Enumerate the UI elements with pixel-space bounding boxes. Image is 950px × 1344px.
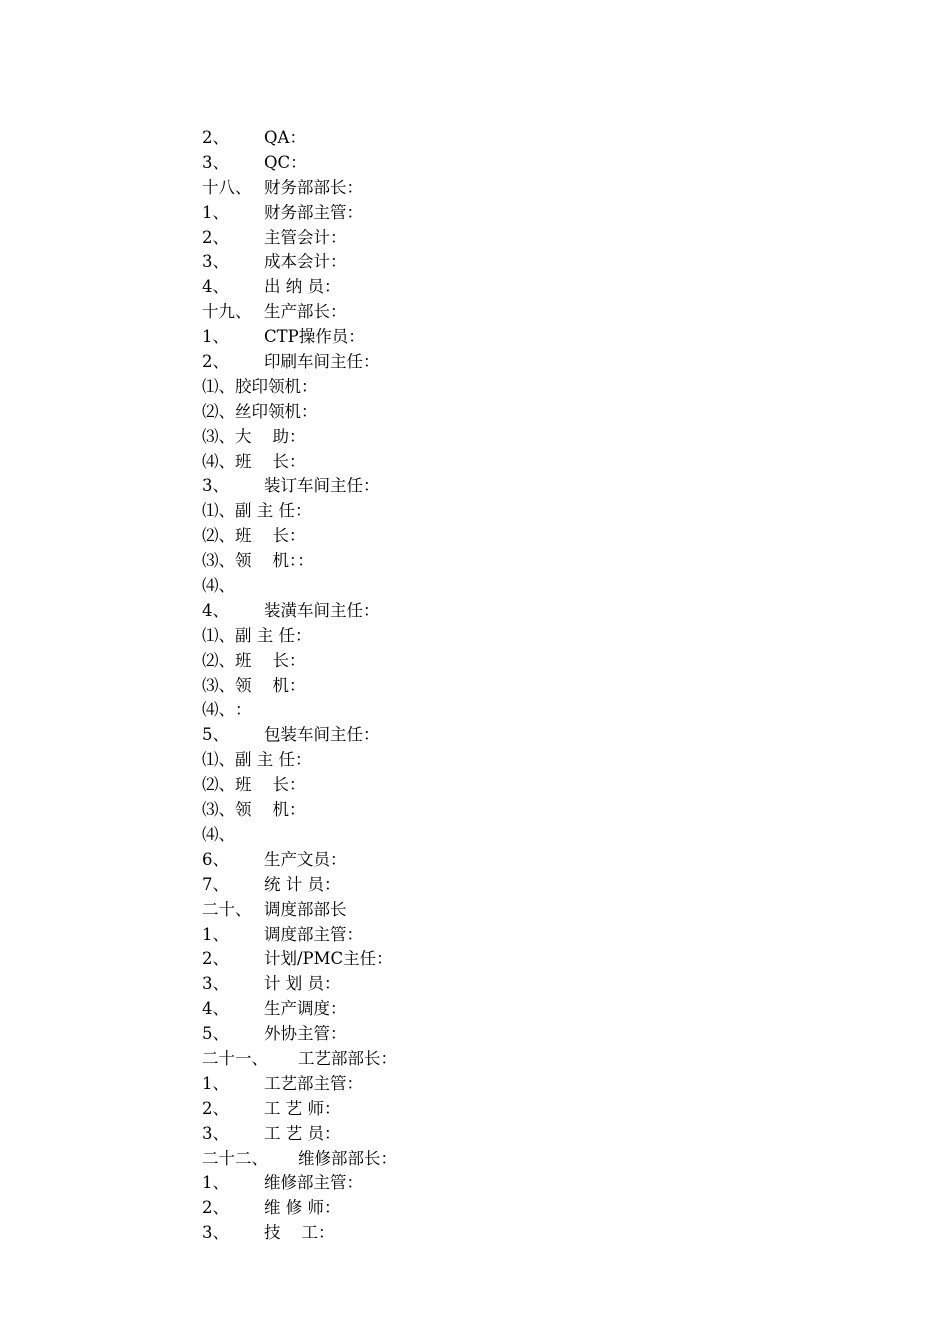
item-label: 计 划 员： — [264, 974, 341, 994]
list-item — [202, 972, 762, 997]
item-number: 2、 — [202, 1098, 229, 1118]
item-label: 维修部部长： — [298, 1148, 397, 1168]
list-item — [202, 1022, 762, 1047]
item-number: 2、 — [202, 352, 229, 372]
item-label: QA： — [264, 128, 306, 147]
item-number: 2、 — [202, 949, 229, 969]
item-label: 副 主 任： — [235, 750, 312, 770]
item-label: 班 长： — [235, 451, 306, 471]
item-label: 印刷车间主任： — [264, 352, 380, 372]
sub-list-item — [202, 524, 762, 549]
list-item — [202, 1171, 762, 1196]
item-number: 1、 — [202, 924, 229, 944]
list-item — [202, 474, 762, 499]
item-label: 技 工： — [264, 1223, 335, 1243]
list-item — [202, 873, 762, 898]
item-number: 1、 — [202, 202, 229, 222]
sub-list-item — [202, 773, 762, 798]
item-number: 二十一、 — [202, 1048, 268, 1068]
item-number: ⑵、 — [202, 526, 235, 546]
item-number: 4、 — [202, 999, 229, 1019]
item-number: 3、 — [202, 1123, 229, 1143]
sub-list-item — [202, 674, 762, 699]
list-item — [202, 947, 762, 972]
item-number: ⑶、 — [202, 800, 235, 820]
item-label: 班 长： — [235, 650, 306, 670]
list-item — [202, 226, 762, 251]
item-label: 包装车间主任： — [264, 725, 380, 745]
item-label: 调度部部长 — [264, 899, 347, 919]
sub-list-item — [202, 450, 762, 475]
list-item — [202, 250, 762, 275]
sub-list-item — [202, 549, 762, 574]
item-number: ⑶、 — [202, 551, 235, 571]
item-number: 2、 — [202, 128, 229, 147]
list-item — [202, 1221, 762, 1246]
item-label: 工艺部部长： — [298, 1048, 397, 1068]
item-label: 丝印领机： — [235, 401, 318, 421]
item-label: 统 计 员： — [264, 874, 341, 894]
item-label: 成本会计： — [264, 252, 347, 272]
item-number: 十八、 — [202, 177, 252, 197]
sub-list-item — [202, 425, 762, 450]
list-item — [202, 1196, 762, 1221]
item-number: 3、 — [202, 252, 229, 272]
item-number: ⑷、 — [202, 451, 235, 471]
item-label: 班 长： — [235, 775, 306, 795]
item-label: 工艺部主管： — [264, 1073, 363, 1093]
list-item — [202, 201, 762, 226]
item-label: 主管会计： — [264, 227, 347, 247]
sub-list-item — [202, 798, 762, 823]
item-label: 调度部主管： — [264, 924, 363, 944]
item-label: 工 艺 师： — [264, 1098, 341, 1118]
document-body — [202, 126, 762, 1246]
item-number: ⑷、 — [202, 700, 235, 720]
item-label: 副 主 任： — [235, 625, 312, 645]
item-number: 1、 — [202, 1073, 229, 1093]
section-heading — [202, 176, 762, 201]
item-label: CTP操作员： — [264, 327, 365, 347]
item-label: 大 助： — [235, 426, 306, 446]
item-label: QC： — [264, 152, 307, 172]
item-number: 二十二、 — [202, 1148, 268, 1168]
sub-list-item — [202, 574, 762, 599]
item-label: 装订车间主任： — [264, 476, 380, 496]
item-number: ⑷、 — [202, 576, 235, 596]
item-label: 财务部部长： — [264, 177, 363, 197]
item-label: 生产文员： — [264, 849, 347, 869]
list-item — [202, 848, 762, 873]
item-number: 1、 — [202, 1173, 229, 1193]
item-number: ⑴、 — [202, 750, 235, 770]
sub-list-item — [202, 375, 762, 400]
sub-list-item — [202, 400, 762, 425]
item-number: 二十、 — [202, 899, 252, 919]
list-item — [202, 126, 762, 151]
item-label: 胶印领机： — [235, 376, 318, 396]
item-label: 出 纳 员： — [264, 277, 341, 297]
item-number: 3、 — [202, 476, 229, 496]
item-number: 7、 — [202, 874, 229, 894]
section-heading — [202, 898, 762, 923]
item-number: 2、 — [202, 227, 229, 247]
item-number: 1、 — [202, 327, 229, 347]
sub-list-item — [202, 624, 762, 649]
item-label: 工 艺 员： — [264, 1123, 341, 1143]
sub-list-item — [202, 823, 762, 848]
item-number: 5、 — [202, 1024, 229, 1044]
item-number: 十九、 — [202, 302, 252, 322]
item-number: 4、 — [202, 600, 229, 620]
item-label: 计划/PMC主任： — [264, 949, 393, 969]
item-label: 装潢车间主任： — [264, 600, 380, 620]
list-item — [202, 325, 762, 350]
item-label: 领 机： — [235, 675, 306, 695]
item-number: 2、 — [202, 1198, 229, 1218]
section-heading — [202, 300, 762, 325]
item-label: 生产部长： — [264, 302, 347, 322]
item-number: 6、 — [202, 849, 229, 869]
list-item — [202, 275, 762, 300]
sub-list-item — [202, 499, 762, 524]
list-item — [202, 350, 762, 375]
list-item — [202, 1072, 762, 1097]
item-label: 领 机：： — [235, 551, 314, 571]
item-label: 班 长： — [235, 526, 306, 546]
item-number: ⑶、 — [202, 675, 235, 695]
item-label: 财务部主管： — [264, 202, 363, 222]
item-number: ⑴、 — [202, 376, 235, 396]
item-number: 3、 — [202, 1223, 229, 1243]
item-number: ⑴、 — [202, 501, 235, 521]
item-label: 生产调度： — [264, 999, 347, 1019]
item-number: 4、 — [202, 277, 229, 297]
item-number: ⑶、 — [202, 426, 235, 446]
item-number: 5、 — [202, 725, 229, 745]
section-heading — [202, 1147, 762, 1172]
item-number: 3、 — [202, 974, 229, 994]
list-item — [202, 599, 762, 624]
item-label: 维修部主管： — [264, 1173, 363, 1193]
sub-list-item — [202, 748, 762, 773]
item-number: ⑴、 — [202, 625, 235, 645]
item-number: ⑵、 — [202, 401, 235, 421]
item-number: ⑵、 — [202, 650, 235, 670]
list-item — [202, 723, 762, 748]
item-number: ⑷、 — [202, 824, 235, 844]
list-item — [202, 923, 762, 948]
list-item — [202, 1122, 762, 1147]
list-item — [202, 151, 762, 176]
list-item — [202, 997, 762, 1022]
sub-list-item — [202, 649, 762, 674]
item-label: 维 修 师： — [264, 1198, 341, 1218]
item-label: 副 主 任： — [235, 501, 312, 521]
list-item — [202, 1097, 762, 1122]
item-label: 外协主管： — [264, 1024, 347, 1044]
section-heading — [202, 1047, 762, 1072]
item-label: ： — [235, 700, 252, 720]
item-label: 领 机： — [235, 800, 306, 820]
item-number: 3、 — [202, 152, 229, 172]
sub-list-item — [202, 698, 762, 723]
item-number: ⑵、 — [202, 775, 235, 795]
